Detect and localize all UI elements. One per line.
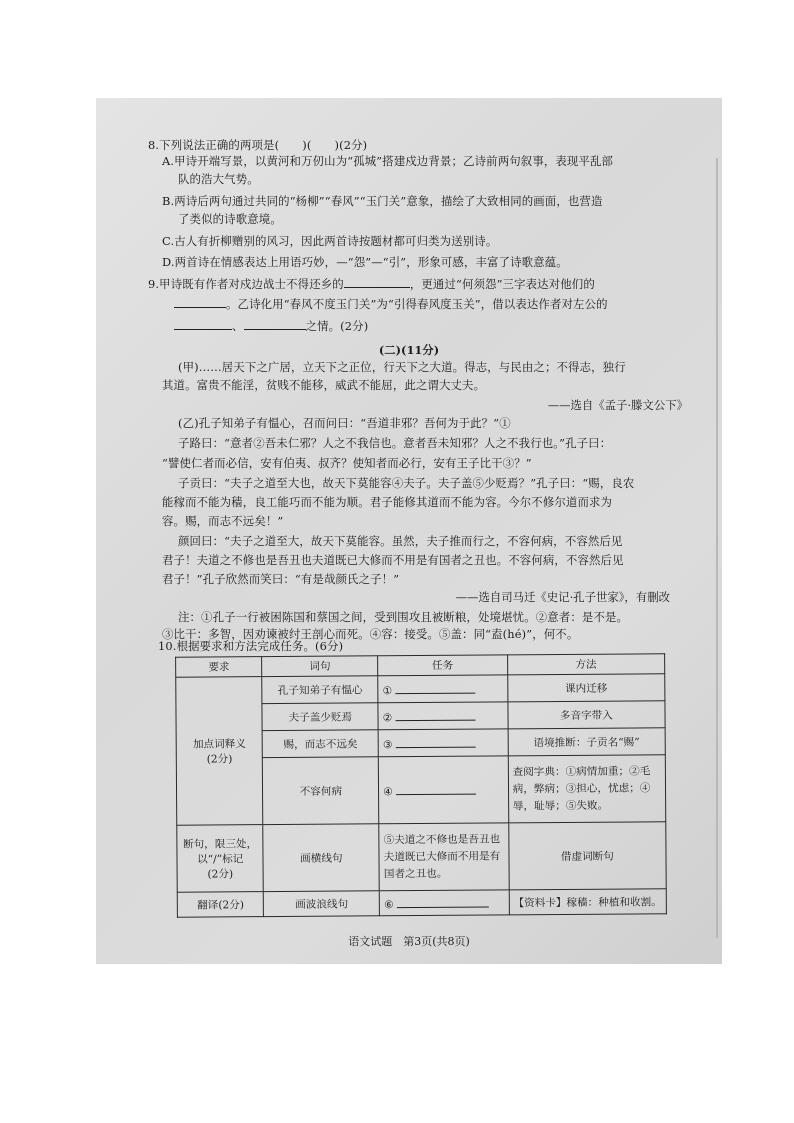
q9-line3 xyxy=(174,318,368,334)
q10-stem: 10.根据要求和方法完成任务。(6分) xyxy=(158,639,344,653)
row3-task[interactable] xyxy=(378,729,508,757)
header-phrase: 词句 xyxy=(262,656,378,677)
group3-task-num: ⑥ xyxy=(384,898,394,911)
yi-line3: “譬使仁者而必信，安有伯夷、叔齐？使知者而必行，安有王子比干③？” xyxy=(162,456,532,470)
answer-blank[interactable] xyxy=(395,735,475,748)
q9-line1-part2: ，更通过“何须怨”三字表达对他们的 xyxy=(409,277,595,291)
row4-task[interactable] xyxy=(379,756,509,824)
row3-phrase: 赐，而志不远矣 xyxy=(263,730,379,758)
yi-line5: 能稼而不能为穑，良工能巧而不能为顺。君子能修其道而不能为容。今尔不修尔道而求为 xyxy=(162,495,613,509)
jia-source: ——选自《孟子·滕文公下》 xyxy=(547,398,688,412)
q9-blank-3[interactable] xyxy=(174,318,232,330)
q9-blank-4[interactable] xyxy=(244,318,306,330)
group2-phrase: 画横线句 xyxy=(263,824,379,892)
group3-task[interactable] xyxy=(379,890,509,916)
row2-task[interactable] xyxy=(378,702,508,730)
header-task: 任务 xyxy=(378,655,508,676)
q9-blank-2[interactable] xyxy=(174,296,226,308)
row1-phrase: 孔子知弟子有愠心 xyxy=(262,676,378,704)
group3-phrase: 画波浪线句 xyxy=(264,891,380,917)
table-row xyxy=(177,822,666,892)
jia-line2: 其道。富贵不能淫，贫贱不能移，威武不能屈，此之谓大丈夫。 xyxy=(162,378,486,392)
yi-line9: 君子！”孔子欣然而笑曰：“有是哉颜氏之子！” xyxy=(162,572,400,586)
row3-method: 语境推断：子贡名“赐” xyxy=(508,728,665,756)
exam-page xyxy=(96,98,722,964)
answer-blank[interactable] xyxy=(396,782,476,795)
q8-option-d: D.两首诗在情感表达上用语巧妙，—“怨”—“引”，形象可感，丰富了诗歌意蕴。 xyxy=(162,255,568,269)
answer-blank[interactable] xyxy=(395,681,475,694)
notes-line1: 注：①孔子一行被困陈国和蔡国之间，受到围攻且被断粮，处境堪忧。②意者：是不是。 xyxy=(178,610,629,624)
group2-task[interactable]: ⑤夫道之不修也是吾丑也夫道既已大修而不用是有国者之丑也。 xyxy=(379,823,509,891)
row3-task-num: ③ xyxy=(382,738,393,751)
section-heading: (二)(11分) xyxy=(378,343,440,357)
jia-line1: (甲)……居天下之广居，立天下之正位，行天下之大道。得志，与民由之；不得志，独行 xyxy=(178,360,626,374)
row2-phrase: 夫子盖少贬焉 xyxy=(262,703,378,731)
group1-score: (2分) xyxy=(206,752,233,765)
yi-line4: 子贡曰：“夫子之道至大也，故天下莫能容④夫子。夫子盖⑤少贬焉？”孔子曰：“赐，良农 xyxy=(178,476,635,490)
group1-requirement xyxy=(176,677,263,826)
q8-option-b-line2: 了类似的诗歌意境。 xyxy=(178,212,282,226)
yi-line1: (乙)孔子知弟子有愠心，召而问曰：“吾道非邪？吾何为于此？”① xyxy=(178,416,511,430)
row1-task[interactable] xyxy=(378,675,508,703)
page-footer: 语文试题 第3页(共8页) xyxy=(348,935,470,948)
row4-phrase: 不容何病 xyxy=(263,757,379,825)
row4-method: 查阅字典：①病情加重；②毛病，弊病；③担心，忧虑；④辱，耻辱；⑤失败。 xyxy=(508,755,666,823)
q9-line2 xyxy=(174,296,608,312)
group1-req-text: 加点词释义 xyxy=(192,737,246,751)
row2-task-num: ② xyxy=(382,711,393,724)
group2-method: 借虚词断句 xyxy=(508,822,666,890)
yi-line2: 子路曰：“意者②吾未仁邪？人之不我信也。意者吾未知邪？人之不我行也。”孔子曰： xyxy=(178,436,612,450)
q8-option-a-line2: 队的浩大气势。 xyxy=(178,172,259,186)
yi-source: ——选自司马迁《史记·孔子世家》，有删改 xyxy=(455,590,670,604)
q8-stem: 8.下列说法正确的两项是( )( )(2分) xyxy=(148,138,368,152)
row2-method: 多音字带入 xyxy=(508,701,665,729)
header-requirement: 要求 xyxy=(176,657,263,678)
row1-task-num: ① xyxy=(382,684,393,697)
q9-line3-sep: 、 xyxy=(232,319,244,333)
q8-option-a-line1: A.甲诗开端写景，以黄河和万仞山为“孤城”搭建戍边背景；乙诗前两句叙事，表现平乱部 xyxy=(162,154,614,168)
q9-line1-part1: 9.甲诗既有作者对戍边战士不得还乡的 xyxy=(148,277,344,291)
q8-option-b-line1: B.两诗后两句通过共同的“杨柳”“春风”“玉门关”意象，描绘了大致相同的画面，也营造 xyxy=(162,194,603,208)
page-fold-shadow xyxy=(716,158,718,938)
q9-line3-text: 之情。(2分) xyxy=(305,319,369,333)
group3-method: 【资料卡】稼穑：种植和收割。 xyxy=(509,889,666,915)
notes-line2: ③比干：多智，因劝谏被纣王剖心而死。④容：接受。⑤盖：同“盍(hé)”，何不。 xyxy=(162,627,579,641)
group2-score: (2分) xyxy=(207,867,234,880)
group2-req-text: 断句，限三处，以“/”标记 xyxy=(183,837,258,866)
yi-line8: 君子！夫道之不修也是吾丑也夫道既已大修而不用是有国者之丑也。不容何病，不容然后见 xyxy=(162,553,624,567)
yi-line7: 颜回曰：“夫子之道至大，故天下莫能容。虽然，夫子推而行之，不容何病，不容然后见 xyxy=(178,534,623,548)
group3-requirement: 翻译(2分) xyxy=(177,892,264,918)
row4-task-num: ④ xyxy=(383,785,393,798)
group2-requirement xyxy=(177,825,264,893)
answer-blank[interactable] xyxy=(396,895,488,908)
table-row xyxy=(176,674,665,704)
answer-blank[interactable] xyxy=(395,708,475,721)
yi-line6: 容。赐，而志不远矣！” xyxy=(162,514,284,528)
q10-task-table xyxy=(175,653,667,917)
q8-option-c: C.古人有折柳赠别的风习，因此两首诗按题材都可归类为送别诗。 xyxy=(162,234,498,248)
q9-line1 xyxy=(148,276,595,292)
q9-line2-text: 。乙诗化用“春风不度玉门关”为“引得春风度玉关”，借以表达作者对左公的 xyxy=(226,297,608,311)
header-method: 方法 xyxy=(507,654,664,675)
row1-method: 课内迁移 xyxy=(507,674,664,702)
table-row xyxy=(177,889,666,917)
q9-blank-1[interactable] xyxy=(344,276,410,288)
